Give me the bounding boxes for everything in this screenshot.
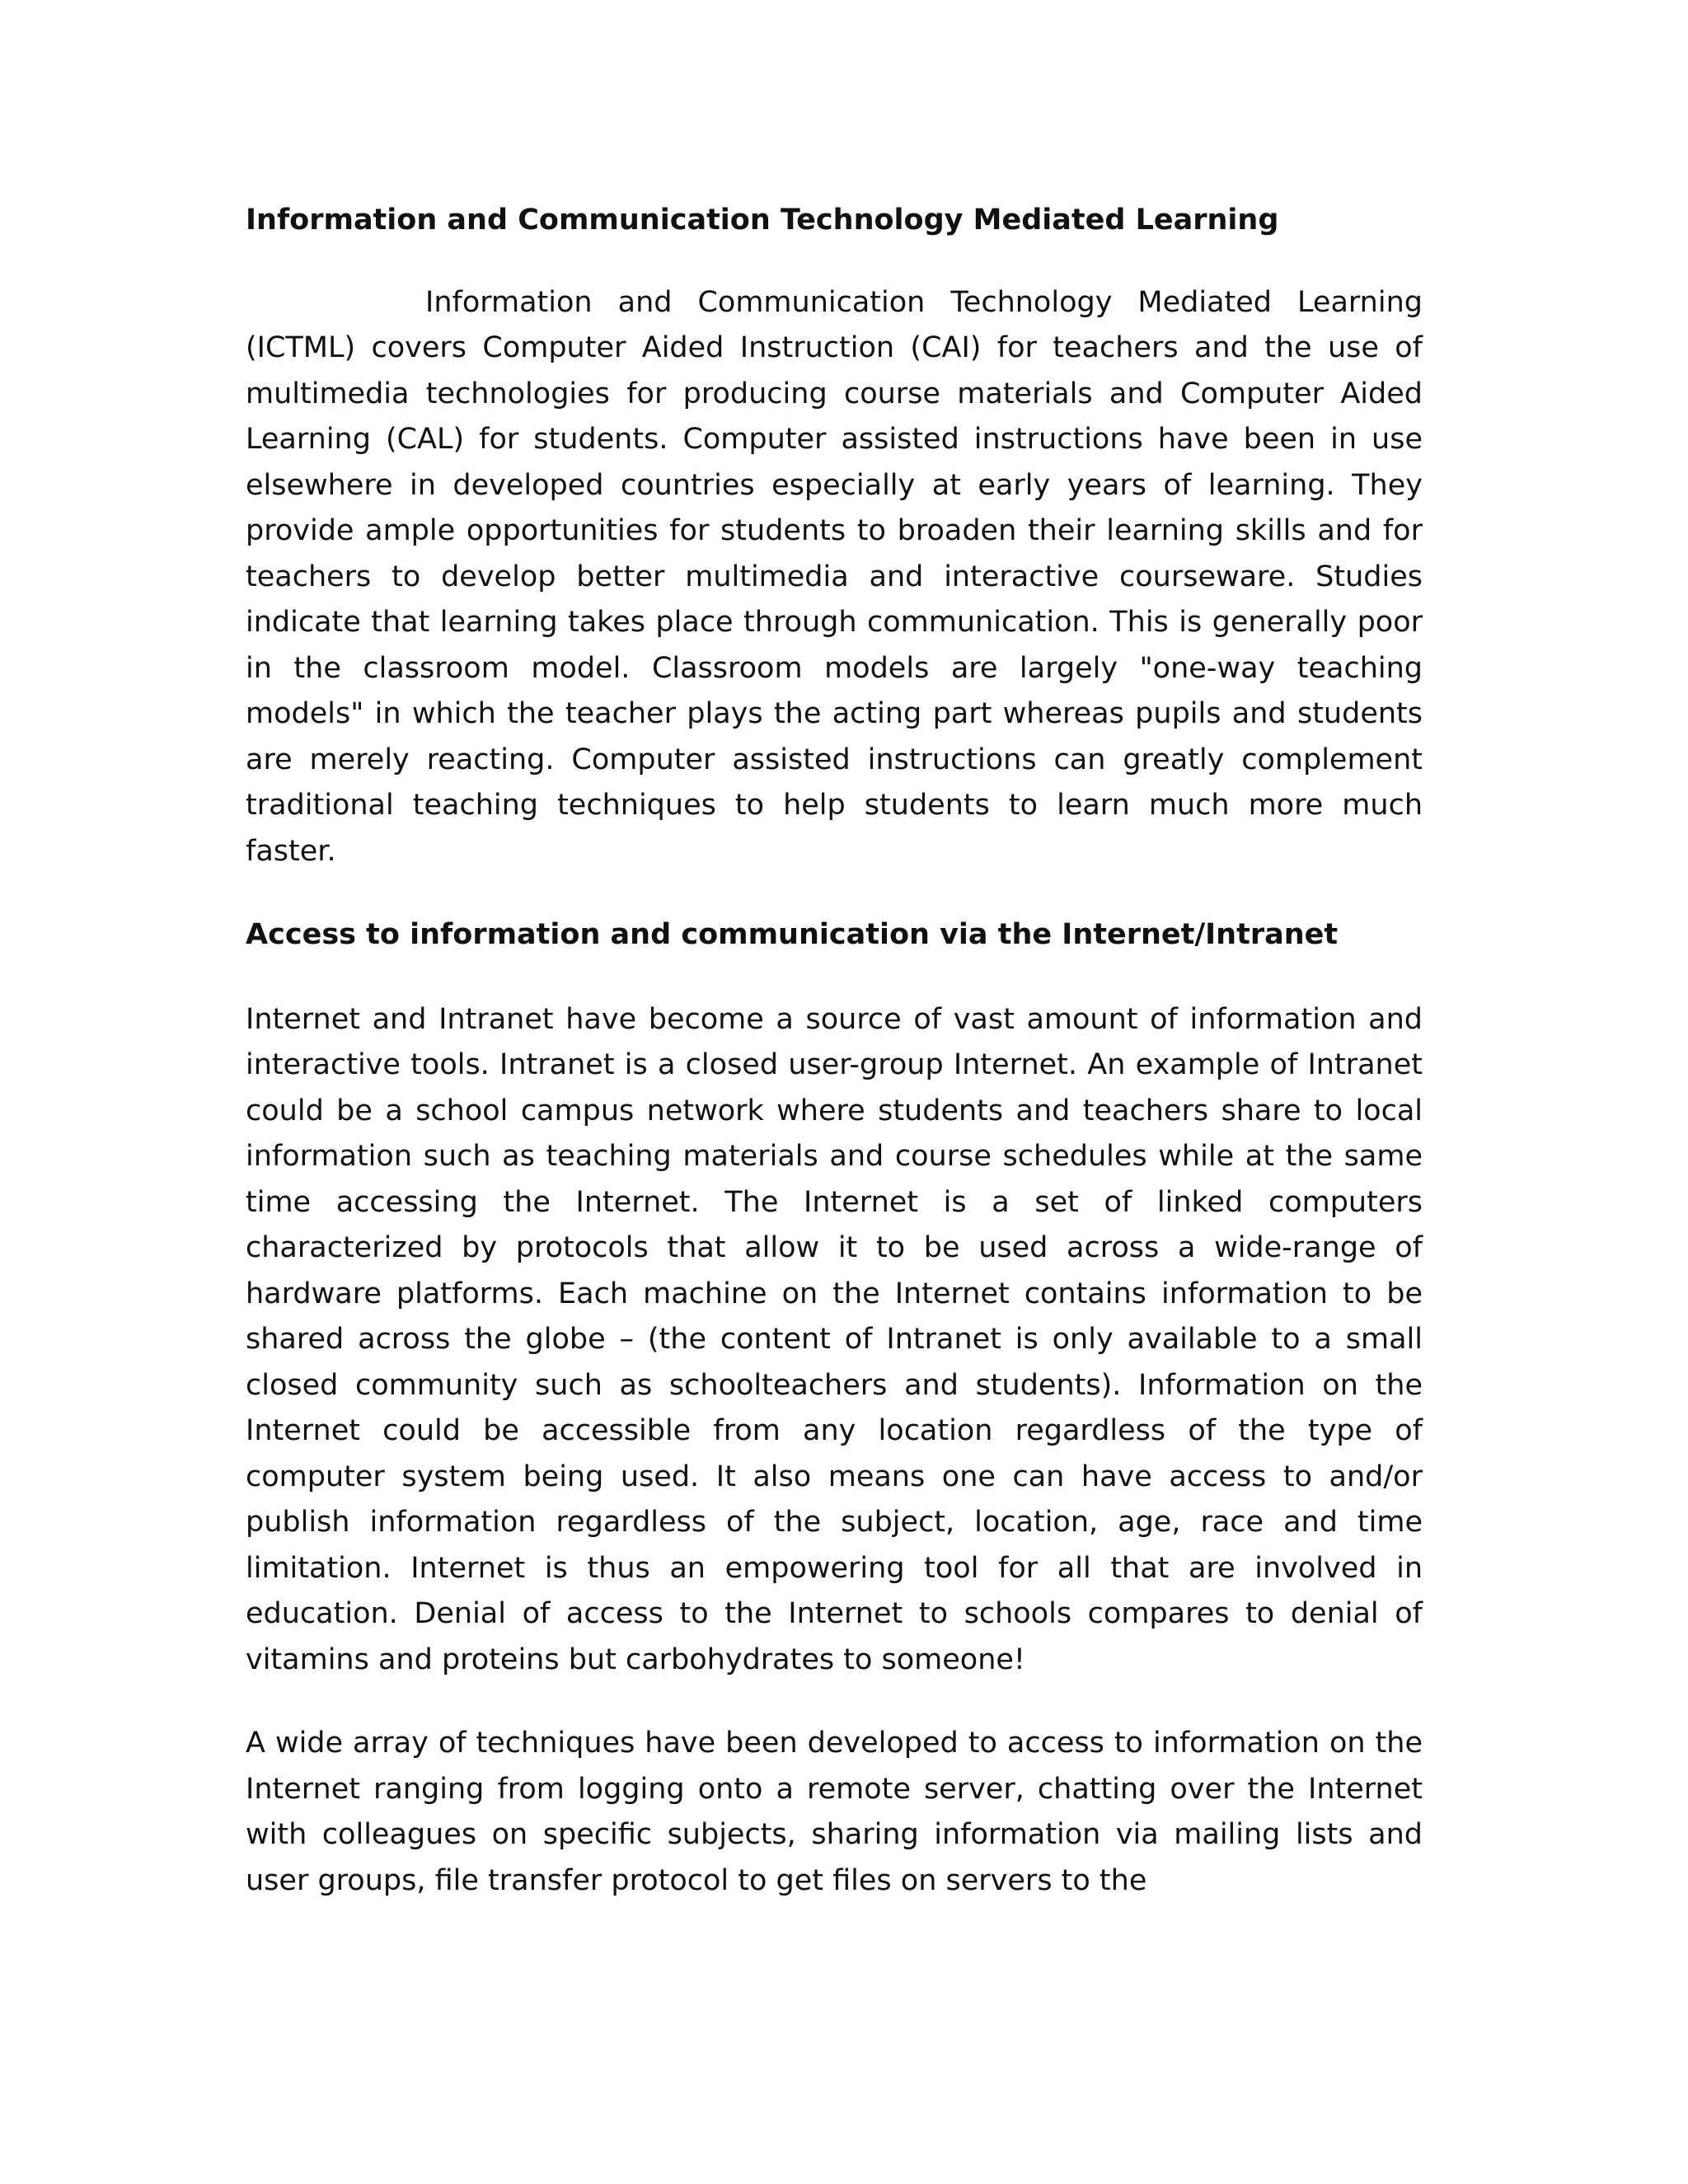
paragraph-access-techniques: A wide array of techniques have been developed to access to information on the Internet ranging from logging onto a remote server, chatting over the Internet with colleagues on specific subjects, sharing information via mailing lists and user groups, file transfer protocol to get files on servers to the [246, 1727, 1423, 1897]
paragraph-ictml: Information and Communication Technology Mediated Learning (ICTML) covers Computer Aided Instruction (CAI) for teachers and the use of multimedia technologies for producing course materials and Computer Aided Learning (CAL) for students. Computer assisted instructions have been in use elsewhere in developed countries especially at early years of learning. They provide ample opportunities for students to broaden their learning skills and for teachers to develop better multimedia and interactive courseware. Studies indicate that learning takes place through communication. This is generally poor in the classroom model. Classroom models are largely "one-way teaching models" in which the teacher plays the acting part whereas pupils and students are merely reacting. Computer assisted instructions can greatly complement traditional teaching techniques to help students to learn much more much faster. [246, 285, 1423, 868]
section-heading-internet-access: Access to information and communication via the Internet/Intranet [246, 918, 1339, 951]
paragraph-internet-intranet: Internet and Intranet have become a source of vast amount of information and interactive tools. Intranet is a closed user-group Internet. An example of Intranet could be a school campus network where students and teachers share to local information such as teaching materials and course schedules while at the same time accessing the Internet. The Internet is a set of linked computers characterized by protocols that allow it to be used across a wide-range of hardware platforms. Each machine on the Internet contains information to be shared across the globe – (the content of Intranet is only available to a small closed community such as schoolteachers and students). Information on the Internet could be accessible from any location regardless of the type of computer system being used. It also means one can have access to and/or publish information regardless of the subject, location, age, race and time limitation. Internet is thus an empowering tool for all that are involved in education. Denial of access to the Internet to schools compares to denial of vitamins and proteins but carbohydrates to someone! [246, 1002, 1423, 1676]
section-heading-ictml: Information and Communication Technology Mediated Learning [246, 204, 1279, 237]
document-body [246, 198, 1423, 1904]
